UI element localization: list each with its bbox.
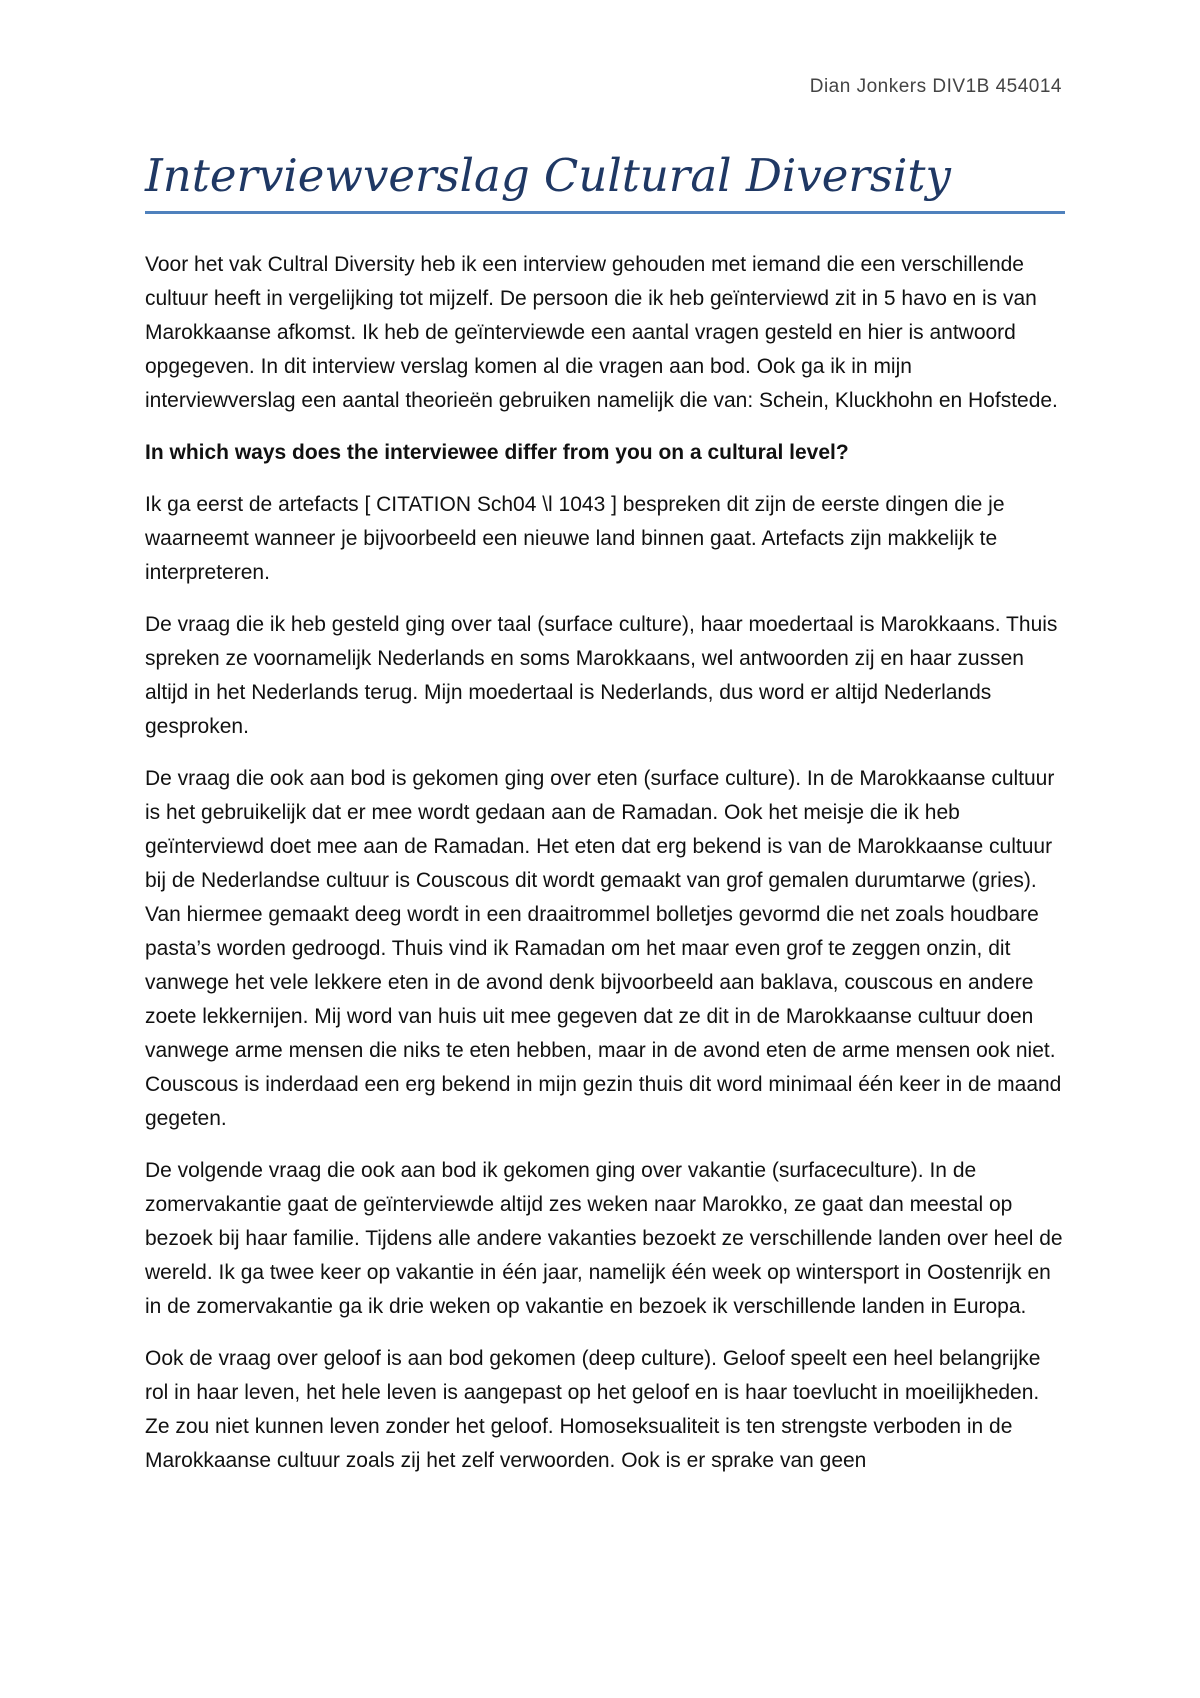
paragraph-intro: Voor het vak Cultral Diversity heb ik een interview gehouden met iemand die een verschillende cultuur heeft in vergelijking tot mijzelf. De persoon die ik heb geïnterviewd zit in 5 havo en is van Marokkaanse afkomst. Ik heb de geïnterviewde een aantal vragen gesteld en hier is antwoord opgegeven. In dit interview verslag komen al die vragen aan bod. Ook ga ik in mijn interviewverslag een aantal theorieën gebruiken namelijk die van: Schein, Kluckhohn en Hofstede. [145,253,1058,412]
paragraph-food: De vraag die ook aan bod is gekomen ging over eten (surface culture). In de Marokkaanse cultuur is het gebruikelijk dat er mee wordt gedaan aan de Ramadan. Ook het meisje die ik heb geïnterviewd doet mee aan de Ramadan. Het eten dat erg bekend is van de Marokkaanse cultuur bij de Nederlandse cultuur is Couscous dit wordt gemaakt van grof gemalen durumtarwe (gries). Van hiermee gemaakt deeg wordt in een draaitrommel bolletjes gevormd die net zoals houdbare pasta’s worden gedroogd. Thuis vind ik Ramadan om het maar even grof te zeggen onzin, dit vanwege het vele lekkere eten in de avond denk bijvoorbeeld aan baklava, couscous en andere zoete lekkernijen. Mij word van huis uit mee gegeven dat ze dit in de Marokkaanse cultuur doen vanwege arme mensen die niks te eten hebben, maar in de avond eten de arme mensen ook niet. Couscous is inderdaad een erg bekend in mijn gezin thuis dit word minimaal één keer in de maand gegeten. [145,767,1062,1130]
page-header-author: Dian Jonkers DIV1B 454014 [809,76,1062,97]
paragraph-language: De vraag die ik heb gesteld ging over taal (surface culture), haar moedertaal is Marokkaans. Thuis spreken ze voornamelijk Nederlands en soms Marokkaans, wel antwoorden zij en haar zussen altijd in het Nederlands terug. Mijn moedertaal is Nederlands, dus word er altijd Nederlands gesproken. [145,613,1058,738]
paragraph-question: In which ways does the interviewee differ from you on a cultural level? [145,441,849,464]
paragraph-religion: Ook de vraag over geloof is aan bod gekomen (deep culture). Geloof speelt een heel belangrijke rol in haar leven, het hele leven is aangepast op het geloof en is haar toevlucht in moeilijkheden. Ze zou niet kunnen leven zonder het geloof. Homoseksualiteit is ten strengste verboden in de Marokkaanse cultuur zoals zij het zelf verwoorden. Ook is er sprake van geen [145,1347,1041,1472]
paragraph-artefacts: Ik ga eerst de artefacts [ CITATION Sch04 \l 1043 ] bespreken dit zijn de eerste dingen die je waarneemt wanneer je bijvoorbeeld een nieuwe land binnen gaat. Artefacts zijn makkelijk te interpreteren. [145,493,1005,584]
paragraph-vacation: De volgende vraag die ook aan bod ik gekomen ging over vakantie (surfaceculture). In de zomervakantie gaat de geïnterviewde altijd zes weken naar Marokko, ze gaat dan meestal op bezoek bij haar familie. Tijdens alle andere vakanties bezoekt ze verschillende landen over heel de wereld. Ik ga twee keer op vakantie in één jaar, namelijk één week op wintersport in Oostenrijk en in de zomervakantie ga ik drie weken op vakantie en bezoek ik verschillende landen in Europa. [145,1159,1063,1318]
document-body [145,248,1065,1496]
title-underline [145,211,1065,214]
document-title: Interviewverslag Cultural Diversity [145,149,951,202]
